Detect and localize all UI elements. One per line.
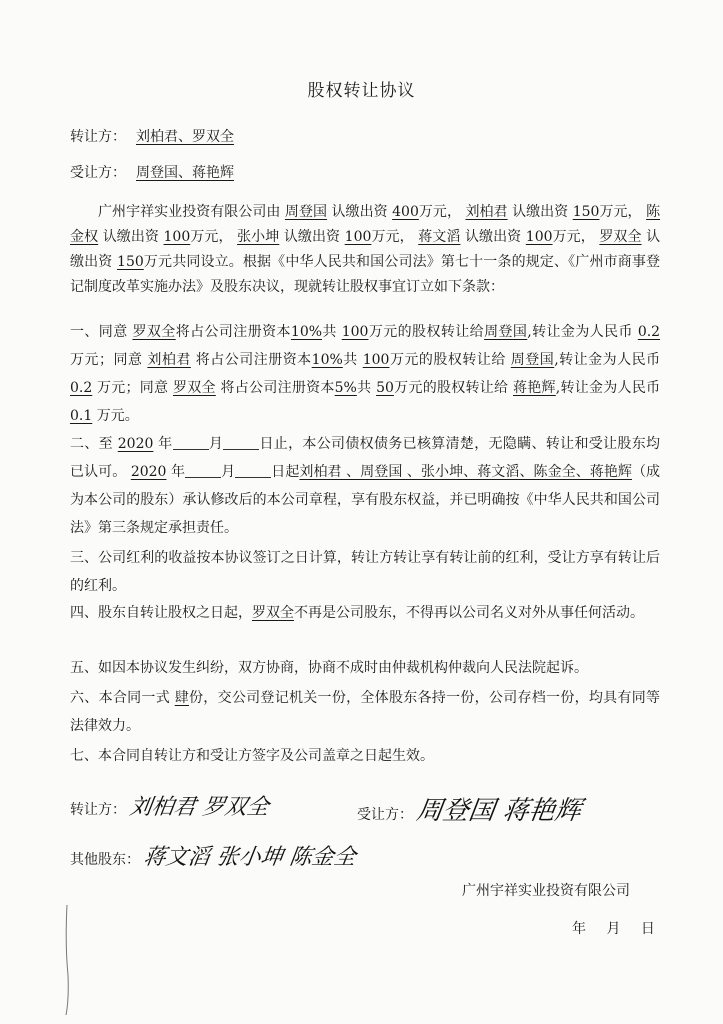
clause-text: 二、至 xyxy=(70,436,113,452)
clause-text: 将占公司注册资本 xyxy=(220,380,335,396)
share-amount: 100 xyxy=(362,352,390,368)
clause-text: 日止，本公司债权债务已核算清楚，无隐瞒、转让和受让股东均已认可。 xyxy=(70,436,661,480)
transferee-name: 周登国 xyxy=(510,352,555,368)
intro-text: 认缴出资 xyxy=(464,229,522,245)
clause-text: 月 xyxy=(208,436,224,452)
intro-text: 认缴出资 xyxy=(512,204,569,220)
intro-text: 万元， xyxy=(599,204,642,220)
share-percent: 10% xyxy=(290,324,323,340)
transferee-label: 受让方： xyxy=(70,165,126,181)
transferor-name: 刘柏君 xyxy=(147,352,191,368)
share-percent: 5% xyxy=(334,380,357,396)
clause-text: 共 xyxy=(356,380,372,396)
transferee-value: 周登国、蒋艳辉 xyxy=(136,165,234,181)
share-amount: 100 xyxy=(341,324,369,340)
clause-text: 不再是公司股东，不得再以公司名义对外从事任何活动。 xyxy=(294,605,644,621)
transferor-name: 罗双全 xyxy=(252,605,294,621)
clause-text: 份，交公司登记机关一份，全体股东各持一份，公司存档一份，均具有同等法律效力。 xyxy=(70,690,661,734)
share-amount: 50 xyxy=(376,380,394,396)
transferee-line xyxy=(70,162,234,182)
transferor-sign-label: 转让方： xyxy=(70,802,126,818)
document-title: 股权转让协议 xyxy=(307,81,416,101)
intro-text: 万元， xyxy=(371,229,414,245)
year-value: 2020 xyxy=(130,464,167,480)
transferor-signature-row xyxy=(70,790,269,821)
transfer-price: 0.1 xyxy=(70,408,93,424)
clause-3: 三、公司红利的收益按本协议签订之日计算，转让方转让享有转让前的红利，受让方享有转让后的红利。 xyxy=(70,550,660,594)
clause-text: 将占公司注册资本 xyxy=(175,324,291,340)
clause-1 xyxy=(70,318,660,430)
shareholder-name: 陈金权 xyxy=(70,204,661,245)
clause-text: 将占公司注册资本 xyxy=(195,352,312,368)
intro-text: 认缴出资 xyxy=(70,229,661,270)
clause-text: 共 xyxy=(342,352,358,368)
clause-6 xyxy=(70,684,660,740)
clause-text: （成为本公司的股东）承认修改后的本公司章程，享有股东权益，并已明确按《中华人民共和国公司法》第三条规定承担责任。 xyxy=(70,464,661,536)
clause-text: 万元的股权转让给 xyxy=(368,324,485,340)
transferor-signatures: 刘柏君 罗双全 xyxy=(128,795,271,820)
transferor-name: 罗双全 xyxy=(173,380,216,396)
date-line: 年 月 日 xyxy=(572,921,655,937)
transferee-name: 蒋艳辉 xyxy=(513,380,556,396)
other-shareholders-row xyxy=(70,840,356,871)
company-name: 广州宇祥实业投资有限公司 xyxy=(462,883,630,899)
clause-text: 万元的股权转让给 xyxy=(389,352,506,368)
clause-text: 年 xyxy=(170,464,186,480)
clause-text: 万元；同意 xyxy=(70,352,143,368)
capital-amount: 150 xyxy=(117,254,144,270)
intro-text: 广州宇祥实业投资有限公司由 xyxy=(98,204,281,220)
transferor-name: 罗双全 xyxy=(132,324,176,340)
transferor-label: 转让方： xyxy=(70,129,126,145)
clause-7: 七、本合同自转让方和受让方签字及公司盖章之日起生效。 xyxy=(70,748,434,764)
share-percent: 10% xyxy=(311,352,343,368)
clause-text: 日起 xyxy=(271,464,300,480)
copies-count: 肆 xyxy=(174,690,190,706)
month-blank xyxy=(185,463,221,478)
capital-amount: 100 xyxy=(163,229,191,245)
scan-margin-mark xyxy=(64,905,70,1015)
clause-text: 万元的股权转让给 xyxy=(393,380,509,396)
intro-text: 万元， xyxy=(418,204,461,220)
shareholder-name: 罗双全 xyxy=(599,229,642,245)
day-blank xyxy=(235,463,271,478)
transferor-line xyxy=(70,126,234,146)
clause-text: 万元；同意 xyxy=(96,380,169,396)
clause-text: 一、同意 xyxy=(70,324,128,340)
transferee-signatures: 周登国 蒋艳辉 xyxy=(414,796,584,826)
transfer-price: 0.2 xyxy=(70,380,93,396)
capital-amount: 150 xyxy=(572,204,600,220)
shareholder-name: 蒋文滔 xyxy=(418,229,461,245)
new-shareholders: 刘柏君 、周登国 、张小坤、蒋文滔、陈金全、蒋艳辉 xyxy=(299,464,632,480)
others-sign-label: 其他股东： xyxy=(70,852,140,868)
intro-text: 万元， xyxy=(190,229,233,245)
clause-text: 万元。 xyxy=(96,408,139,424)
intro-text: 认缴出资 xyxy=(283,229,341,245)
clause-text: ,转让金为人民币 xyxy=(527,324,633,340)
shareholder-name: 周登国 xyxy=(284,204,328,220)
intro-text: 认缴出资 xyxy=(102,229,159,245)
shareholder-name: 刘柏君 xyxy=(465,204,508,220)
day-blank xyxy=(223,435,259,450)
month-blank xyxy=(173,435,209,450)
capital-amount: 100 xyxy=(525,229,553,245)
transferee-name: 周登国 xyxy=(484,324,528,340)
clause-text: 共 xyxy=(322,324,337,340)
clause-text: ,转让金为人民币 xyxy=(554,352,661,368)
intro-text: 万元共同设立。根据《中华人民共和国公司法》第七十一条的规定、《广州市商事登记制度改革实施办法》及股东决议，现就转让股权事宜订立如下条款： xyxy=(70,254,661,295)
capital-amount: 400 xyxy=(392,204,419,220)
intro-paragraph xyxy=(70,200,660,300)
clause-text: 六、本合同一式 xyxy=(70,690,170,706)
other-shareholder-signatures: 蒋文滔 张小坤 陈金全 xyxy=(142,845,358,870)
intro-text: 万元， xyxy=(552,229,595,245)
transferor-value: 刘柏君、罗双全 xyxy=(136,129,234,145)
intro-text: 认缴出资 xyxy=(331,204,388,220)
shareholder-name: 张小坤 xyxy=(237,229,280,245)
clause-text: 四、股东自转让股权之日起， xyxy=(70,605,252,621)
clause-text: 月 xyxy=(221,464,236,480)
clause-2 xyxy=(70,430,660,542)
year-value: 2020 xyxy=(117,436,154,452)
transferee-signature-row xyxy=(357,790,582,827)
clause-text: ,转让金为人民币 xyxy=(555,380,661,396)
transfer-price: 0.2 xyxy=(637,324,661,340)
transferee-sign-label: 受让方： xyxy=(357,807,413,823)
clause-text: 年 xyxy=(158,436,173,452)
clause-5: 五、如因本协议发生纠纷，双方协商，协商不成时由仲裁机构仲裁向人民法院起诉。 xyxy=(70,660,588,676)
capital-amount: 100 xyxy=(344,229,372,245)
clause-4 xyxy=(70,599,660,627)
